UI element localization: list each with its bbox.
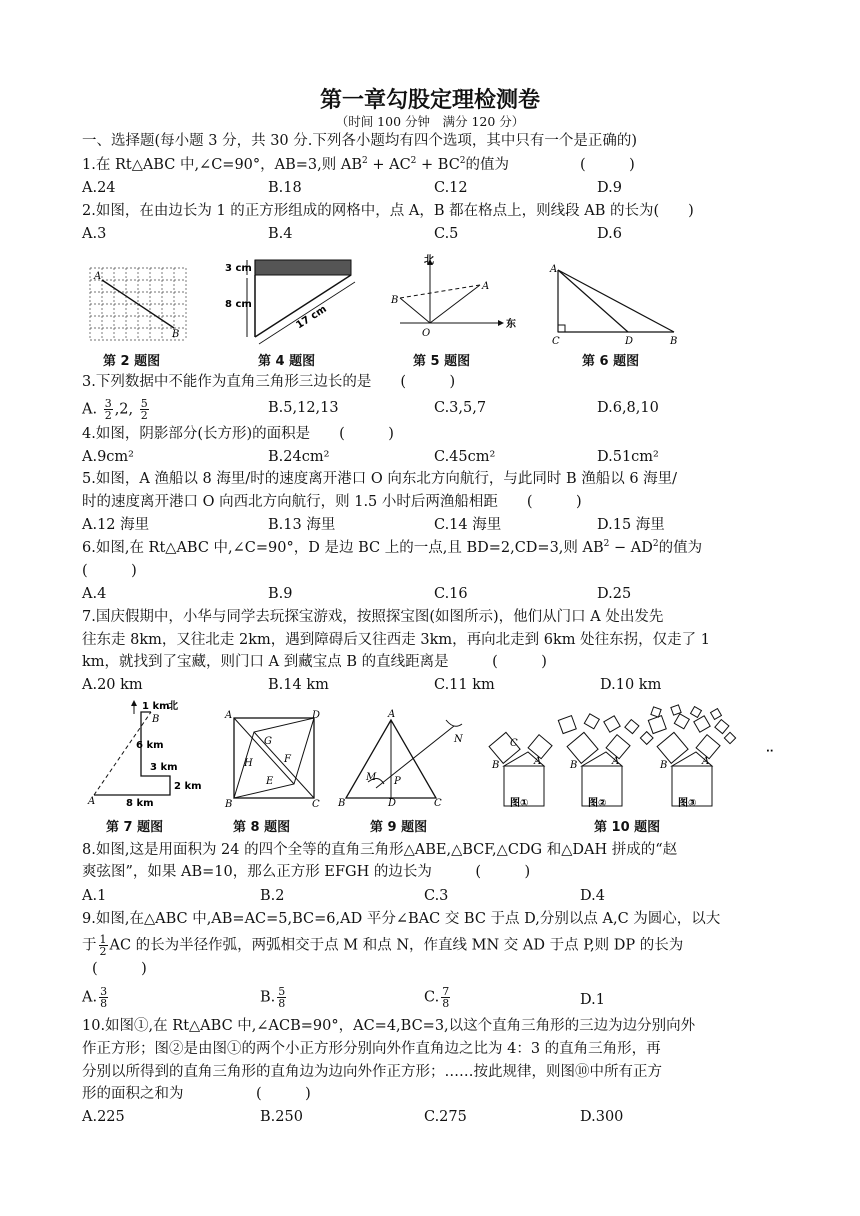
exam-info: （时间 100 分钟 满分 120 分） — [335, 114, 525, 129]
question-7-line3: km，就找到了宝藏，则门口 A 到藏宝点 B 的直线距离是 ( ) — [82, 654, 547, 670]
caption-fig7: 第 7 题图 — [106, 820, 164, 835]
option-a: A. $\frac{3}{2}$ ,2, $\frac{5}{2}$ — [82, 397, 148, 422]
svg-text:E: E — [266, 776, 274, 787]
figure-q5-compass — [390, 255, 520, 345]
caption-fig4: 第 4 题图 — [258, 354, 316, 369]
label-17cm: 17 cm — [294, 303, 329, 332]
question-10-line2: 作正方形；图②是由图①的两个小正方形分别向外作直角边之比为 4：3 的直角三角形，再 — [82, 1041, 661, 1057]
option-b: B.2 — [260, 888, 285, 904]
option-b: B.13 海里 — [268, 517, 336, 533]
option-a: A.9cm² — [82, 449, 134, 465]
label-north-7: 北 — [168, 701, 178, 712]
option-d: D.25 — [597, 586, 632, 602]
svg-text:A: A — [550, 264, 558, 275]
option-c: C.11 km — [434, 677, 495, 693]
option-d: D.15 海里 — [597, 517, 665, 533]
answer-paren: ( ) — [580, 157, 635, 173]
caption-fig2: 第 2 题图 — [103, 354, 161, 369]
question-8-line2: 爽弦图”，如果 AB=10，那么正方形 EFGH 的边长为 ( ) — [82, 864, 531, 880]
option-b: B.5,12,13 — [268, 400, 339, 416]
caption-fig8: 第 8 题图 — [233, 820, 291, 835]
option-a: A.20 km — [82, 677, 143, 693]
label-3cm: 3 cm — [225, 263, 252, 274]
ellipsis: ·· — [766, 746, 774, 757]
caption-fig9: 第 9 题图 — [370, 820, 428, 835]
svg-text:A: A — [482, 281, 490, 292]
figure-q7-route — [86, 700, 216, 812]
answer-paren: ( ) — [82, 563, 137, 579]
figure-q4-rectangle — [225, 252, 365, 347]
fraction-3-8: $\frac{3}{8}$ — [100, 985, 108, 1010]
label-3km: 3 km — [150, 762, 178, 773]
option-a: A.3 — [82, 226, 107, 242]
option-c: C.16 — [434, 586, 468, 602]
question-4: 4.如图，阴影部分(长方形)的面积是 ( ) — [82, 426, 394, 442]
question-5-line1: 5.如图，A 渔船以 8 海里/时的速度离开港口 O 向东北方向航行，与此同时 B 渔船以 6 海里/ — [82, 471, 678, 487]
caption-fig10-2: 图② — [588, 798, 607, 809]
svg-text:B: B — [391, 295, 399, 306]
svg-text:M: M — [366, 772, 377, 783]
question-9-line2: 于 $\frac{1}{2}$ AC 的长为半径作弧，两弧相交于点 M 和点 N，作直线 MN 交 AD 于点 P,则 DP 的长为 — [82, 933, 684, 958]
option-b: B.250 — [260, 1109, 303, 1125]
option-d: D.6 — [597, 226, 622, 242]
question-10-line4: 形的面积之和为 ( ) — [82, 1086, 311, 1102]
option-c: C.3 — [424, 888, 449, 904]
svg-text:A: A — [88, 796, 96, 807]
svg-text:A: A — [388, 709, 396, 720]
option-d: D.1 — [580, 992, 605, 1008]
question-1: 1.在 Rt△ABC 中,∠C=90°，AB=3,则 $AB^2 + AC^2 + BC^2$的值为 — [82, 156, 510, 173]
svg-text:D: D — [625, 336, 634, 347]
svg-text:B: B — [152, 714, 160, 725]
svg-text:P: P — [394, 776, 401, 787]
option-b: B. $\frac{5}{8}$ — [260, 985, 286, 1010]
figure-q10-pythagoras-trees — [486, 704, 786, 810]
option-b: B.9 — [268, 586, 293, 602]
label-6km: 6 km — [136, 740, 164, 751]
option-b: B.14 km — [268, 677, 329, 693]
svg-text:C: C — [434, 798, 442, 809]
option-c: C.3,5,7 — [434, 400, 487, 416]
page-title: 第一章勾股定理检测卷 — [319, 87, 540, 113]
svg-text:B: B — [670, 336, 678, 347]
fraction-5-2: $\frac{5}{2}$ — [140, 397, 148, 422]
svg-text:D: D — [388, 798, 397, 809]
label-2km: 2 km — [174, 781, 202, 792]
svg-text:F: F — [284, 754, 291, 765]
option-c: C.45cm² — [434, 449, 496, 465]
option-a: A.225 — [82, 1109, 125, 1125]
fraction-1-2: $\frac{1}{2}$ — [99, 933, 107, 958]
question-2: 2.如图，在由边长为 1 的正方形组成的网格中，点 A，B 都在格点上，则线段 AB 的长为( ) — [82, 203, 694, 219]
label-east: 东 — [506, 319, 516, 330]
option-c: C.275 — [424, 1109, 467, 1125]
svg-text:A: A — [534, 756, 542, 767]
figure-q8-zhaoshuang — [224, 710, 324, 810]
svg-text:D: D — [312, 710, 321, 721]
svg-text:C: C — [312, 799, 320, 810]
caption-fig10-1: 图① — [510, 798, 529, 809]
svg-text:C: C — [510, 738, 518, 749]
option-d: D.9 — [597, 180, 622, 196]
svg-text:N: N — [454, 734, 463, 745]
svg-text:C: C — [552, 336, 560, 347]
svg-text:B: B — [570, 760, 578, 771]
svg-text:A: A — [702, 756, 710, 767]
option-c: C.14 海里 — [434, 517, 502, 533]
section-header: 一、选择题(每小题 3 分，共 30 分.下列各小题均有四个选项，其中只有一个是正确的) — [82, 133, 638, 149]
label-1km: 1 km — [142, 701, 170, 712]
question-7-line1: 7.国庆假期中，小华与同学去玩探宝游戏，按照探宝图(如图所示)，他们从门口 A 处出发先 — [82, 609, 664, 625]
svg-text:A: A — [94, 271, 102, 282]
option-b: B.18 — [268, 180, 302, 196]
option-d: D.4 — [580, 888, 605, 904]
option-d: D.6,8,10 — [597, 400, 659, 416]
question-7-line2: 往东走 8km，又往北走 2km，遇到障碍后又往西走 3km，再向北走到 6km 处往东拐，仅走了 1 — [82, 632, 710, 648]
question-8-line1: 8.如图,这是用面积为 24 的四个全等的直角三角形△ABE,△BCF,△CDG 和△DAH 拼成的“赵 — [82, 842, 678, 858]
option-b: B.24cm² — [268, 449, 330, 465]
question-10-line1: 10.如图①,在 Rt△ABC 中,∠ACB=90°，AC=4,BC=3,以这个直角三角形的三边为边分别向外 — [82, 1018, 696, 1034]
fraction-7-8: $\frac{7}{8}$ — [442, 985, 450, 1010]
svg-text:B: B — [172, 329, 180, 340]
option-c: C.12 — [434, 180, 468, 196]
question-9-line1: 9.如图,在△ABC 中,AB=AC=5,BC=6,AD 平分∠BAC 交 BC 于点 D,分别以点 A,C 为圆心，以大 — [82, 911, 721, 927]
option-a: A.24 — [82, 180, 116, 196]
question-3: 3.下列数据中不能作为直角三角形三边长的是 ( ) — [82, 374, 456, 390]
svg-text:G: G — [264, 736, 272, 747]
option-a: A. $\frac{3}{8}$ — [82, 985, 108, 1010]
option-a: A.12 海里 — [82, 517, 150, 533]
svg-text:O: O — [422, 328, 431, 339]
answer-paren: ( ) — [92, 961, 147, 977]
caption-fig5: 第 5 题图 — [413, 354, 471, 369]
caption-fig10: 第 10 题图 — [594, 820, 661, 835]
option-c: C.5 — [434, 226, 459, 242]
question-6: 6.如图,在 Rt△ABC 中,∠C=90°，D 是边 BC 上的一点,且 BD=2,CD=3,则 $AB^2 - AD^2$的值为 — [82, 539, 703, 556]
svg-text:A: A — [225, 710, 233, 721]
fraction-5-8: $\frac{5}{8}$ — [278, 985, 286, 1010]
svg-text:A: A — [612, 756, 620, 767]
caption-fig10-3: 图③ — [678, 798, 697, 809]
svg-text:B: B — [338, 798, 346, 809]
figure-q9-triangle — [336, 708, 486, 810]
figure-q2-grid — [88, 266, 188, 342]
svg-text:B: B — [225, 799, 233, 810]
question-10-line3: 分别以所得到的直角三角形的直角边为边向外作正方形；……按此规律，则图⑩中所有正方 — [82, 1064, 662, 1080]
caption-fig6: 第 6 题图 — [582, 354, 640, 369]
option-c: C. $\frac{7}{8}$ — [424, 985, 450, 1010]
question-5-line2: 时的速度离开港口 O 向西北方向航行，则 1.5 小时后两渔船相距 ( ) — [82, 494, 582, 510]
svg-text:B: B — [660, 760, 668, 771]
option-a: A.4 — [82, 586, 107, 602]
svg-text:B: B — [492, 760, 500, 771]
option-d: D.300 — [580, 1109, 624, 1125]
option-b: B.4 — [268, 226, 293, 242]
option-d: D.10 km — [600, 677, 662, 693]
option-d: D.51cm² — [597, 449, 659, 465]
label-8cm: 8 cm — [225, 299, 252, 310]
figure-q6-triangle — [546, 262, 686, 347]
label-8km: 8 km — [126, 798, 154, 809]
label-north: 北 — [424, 255, 434, 266]
option-a: A.1 — [82, 888, 107, 904]
svg-text:H: H — [244, 758, 253, 769]
fraction-3-2: $\frac{3}{2}$ — [104, 397, 112, 422]
